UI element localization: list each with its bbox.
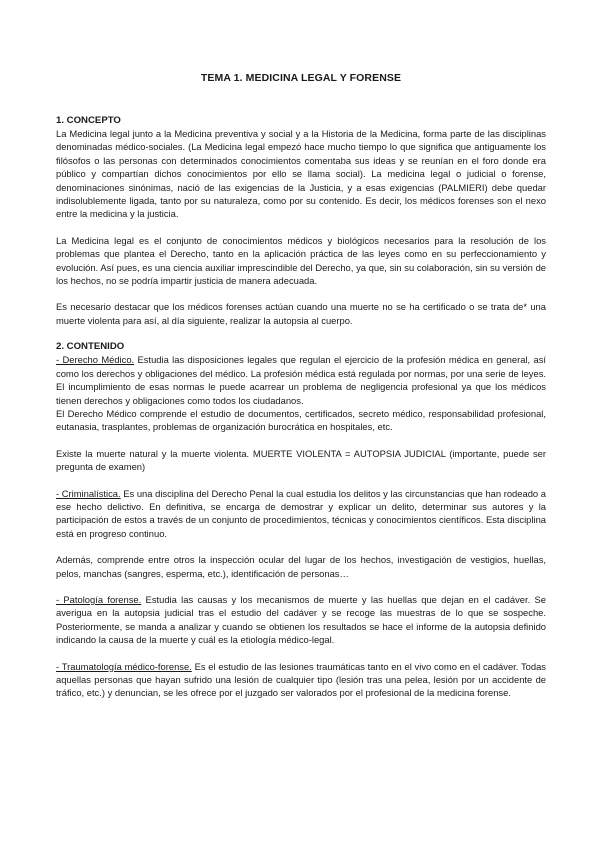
page-title: TEMA 1. MEDICINA LEGAL Y FORENSE xyxy=(200,72,402,84)
paragraph-traumatologia xyxy=(56,660,546,700)
section-heading-concepto: 1. CONCEPTO xyxy=(56,115,121,126)
term-derecho-medico: - Derecho Médico. xyxy=(56,354,135,366)
paragraph-derecho-medico-2: El Derecho Médico comprende el estudio de documentos, certificados, secreto médico, responsabilidad profesional, eutanasia, trasplantes, problemas de organización burocrática en hospitales, etc. xyxy=(56,407,546,433)
document-body xyxy=(56,72,546,700)
paragraph-concepto-1: La Medicina legal junto a la Medicina preventiva y social y a la Historia de la Medicina, forma parte de las disciplinas denominadas médico-sociales. (La Medicina legal empezó hace mucho tiempo lo que significa que antiguamente los filósofos o las personas con determinados conocimientos comentaba sus ideas y se reunían en el foro donde era público y compartían dichos conocimientos por ello se llama social). La medicina legal o judicial o forense, denominaciones sinónimas, nació de las exigencias de la Justicia, y a esas exigencias (PALMIERI) debe quedar indisolublemente ligada, tanto por su naturaleza, como por su contenido. Es decir, los médicos forenses son el nexo entre la medicina y la justicia. xyxy=(56,128,546,220)
text-patologia-forense: Estudia las causas y los mecanismos de muerte y las huellas que dejan en el cadáver. Se averigua en la autopsia judicial tras el estudio del cadáver y se recoge las muestras de lo que se sospeche. Posteriormente, se manda a analizar y cuando se obtienen los resultados se hace el informe de la autopsia definido indicando la causa de la muerte y cuál es la etiología médico-legal. xyxy=(56,593,547,646)
section-heading-contenido: 2. CONTENIDO xyxy=(56,341,125,353)
paragraph-muerte: Existe la muerte natural y la muerte violenta. MUERTE VIOLENTA = AUTOPSIA JUDICIAL (importante, puede ser pregunta de examen) xyxy=(56,447,546,473)
text-derecho-medico: Estudia las disposiciones legales que regulan el ejercicio de la profesión médica en general, así como los derechos y obligaciones del médico. La profesión médica está regulada por normas, por una serie de leyes. El incumplimiento de esas normas le puede acarrear un problema de negligencia profesional ya que los médicos tienen derechos y obligaciones como todos los ciudadanos. xyxy=(56,354,547,406)
paragraph-derecho-medico xyxy=(56,353,546,407)
paragraph-criminalistica xyxy=(56,487,546,541)
term-criminalistica: - Criminalística. xyxy=(56,487,121,499)
paragraph-concepto-2: La Medicina legal es el conjunto de conocimientos médicos y biológicos necesarios para la resolución de los problemas que plantea el Derecho, tanto en la aplicación práctica de las leyes como en su perfeccionamiento y evolución. Así pues, es una ciencia auxiliar imprescindible del Derecho, ya que, sin su colaboración, sin su versión de los hechos, no se podría impartir justicia de manera adecuada. xyxy=(56,234,546,287)
paragraph-patologia xyxy=(56,593,546,647)
text-criminalistica: Es una disciplina del Derecho Penal la cual estudia los delitos y las circunstancias que han rodeado a ese hecho delictivo. En definitiva, se encarga de demostrar y explicar un delito, determinar sus autores y la participación de estos a través de un conjunto de procedimientos, técnicas y conocimientos científicos. Esta disciplina está en progreso continuo. xyxy=(56,487,546,539)
paragraph-concepto-3: Es necesario destacar que los médicos forenses actúan cuando una muerte no se ha certificado o se trata de* una muerte violenta para así, al día siguiente, realizar la autopsia al cuerpo. xyxy=(56,301,546,326)
paragraph-ademas: Además, comprende entre otros la inspección ocular del lugar de los hechos, investigación de vestigios, huellas, pelos, manchas (sangres, esperma, etc.), identificación de personas… xyxy=(56,554,546,579)
term-traumatologia: - Traumatología médico-forense. xyxy=(56,660,192,672)
term-patologia-forense: - Patología forense. xyxy=(56,593,142,605)
text-traumatologia: Es el estudio de las lesiones traumáticas tanto en el vivo como en el cadáver. Todas aquellas personas que hayan sufrido una lesión de cualquier tipo (lesión tras una pelea, lesión por un accidente de tráfico, etc.) y denuncian, se les ofrece por el juzgado ser valorados por el profesional de la medicina forense. xyxy=(56,660,546,699)
